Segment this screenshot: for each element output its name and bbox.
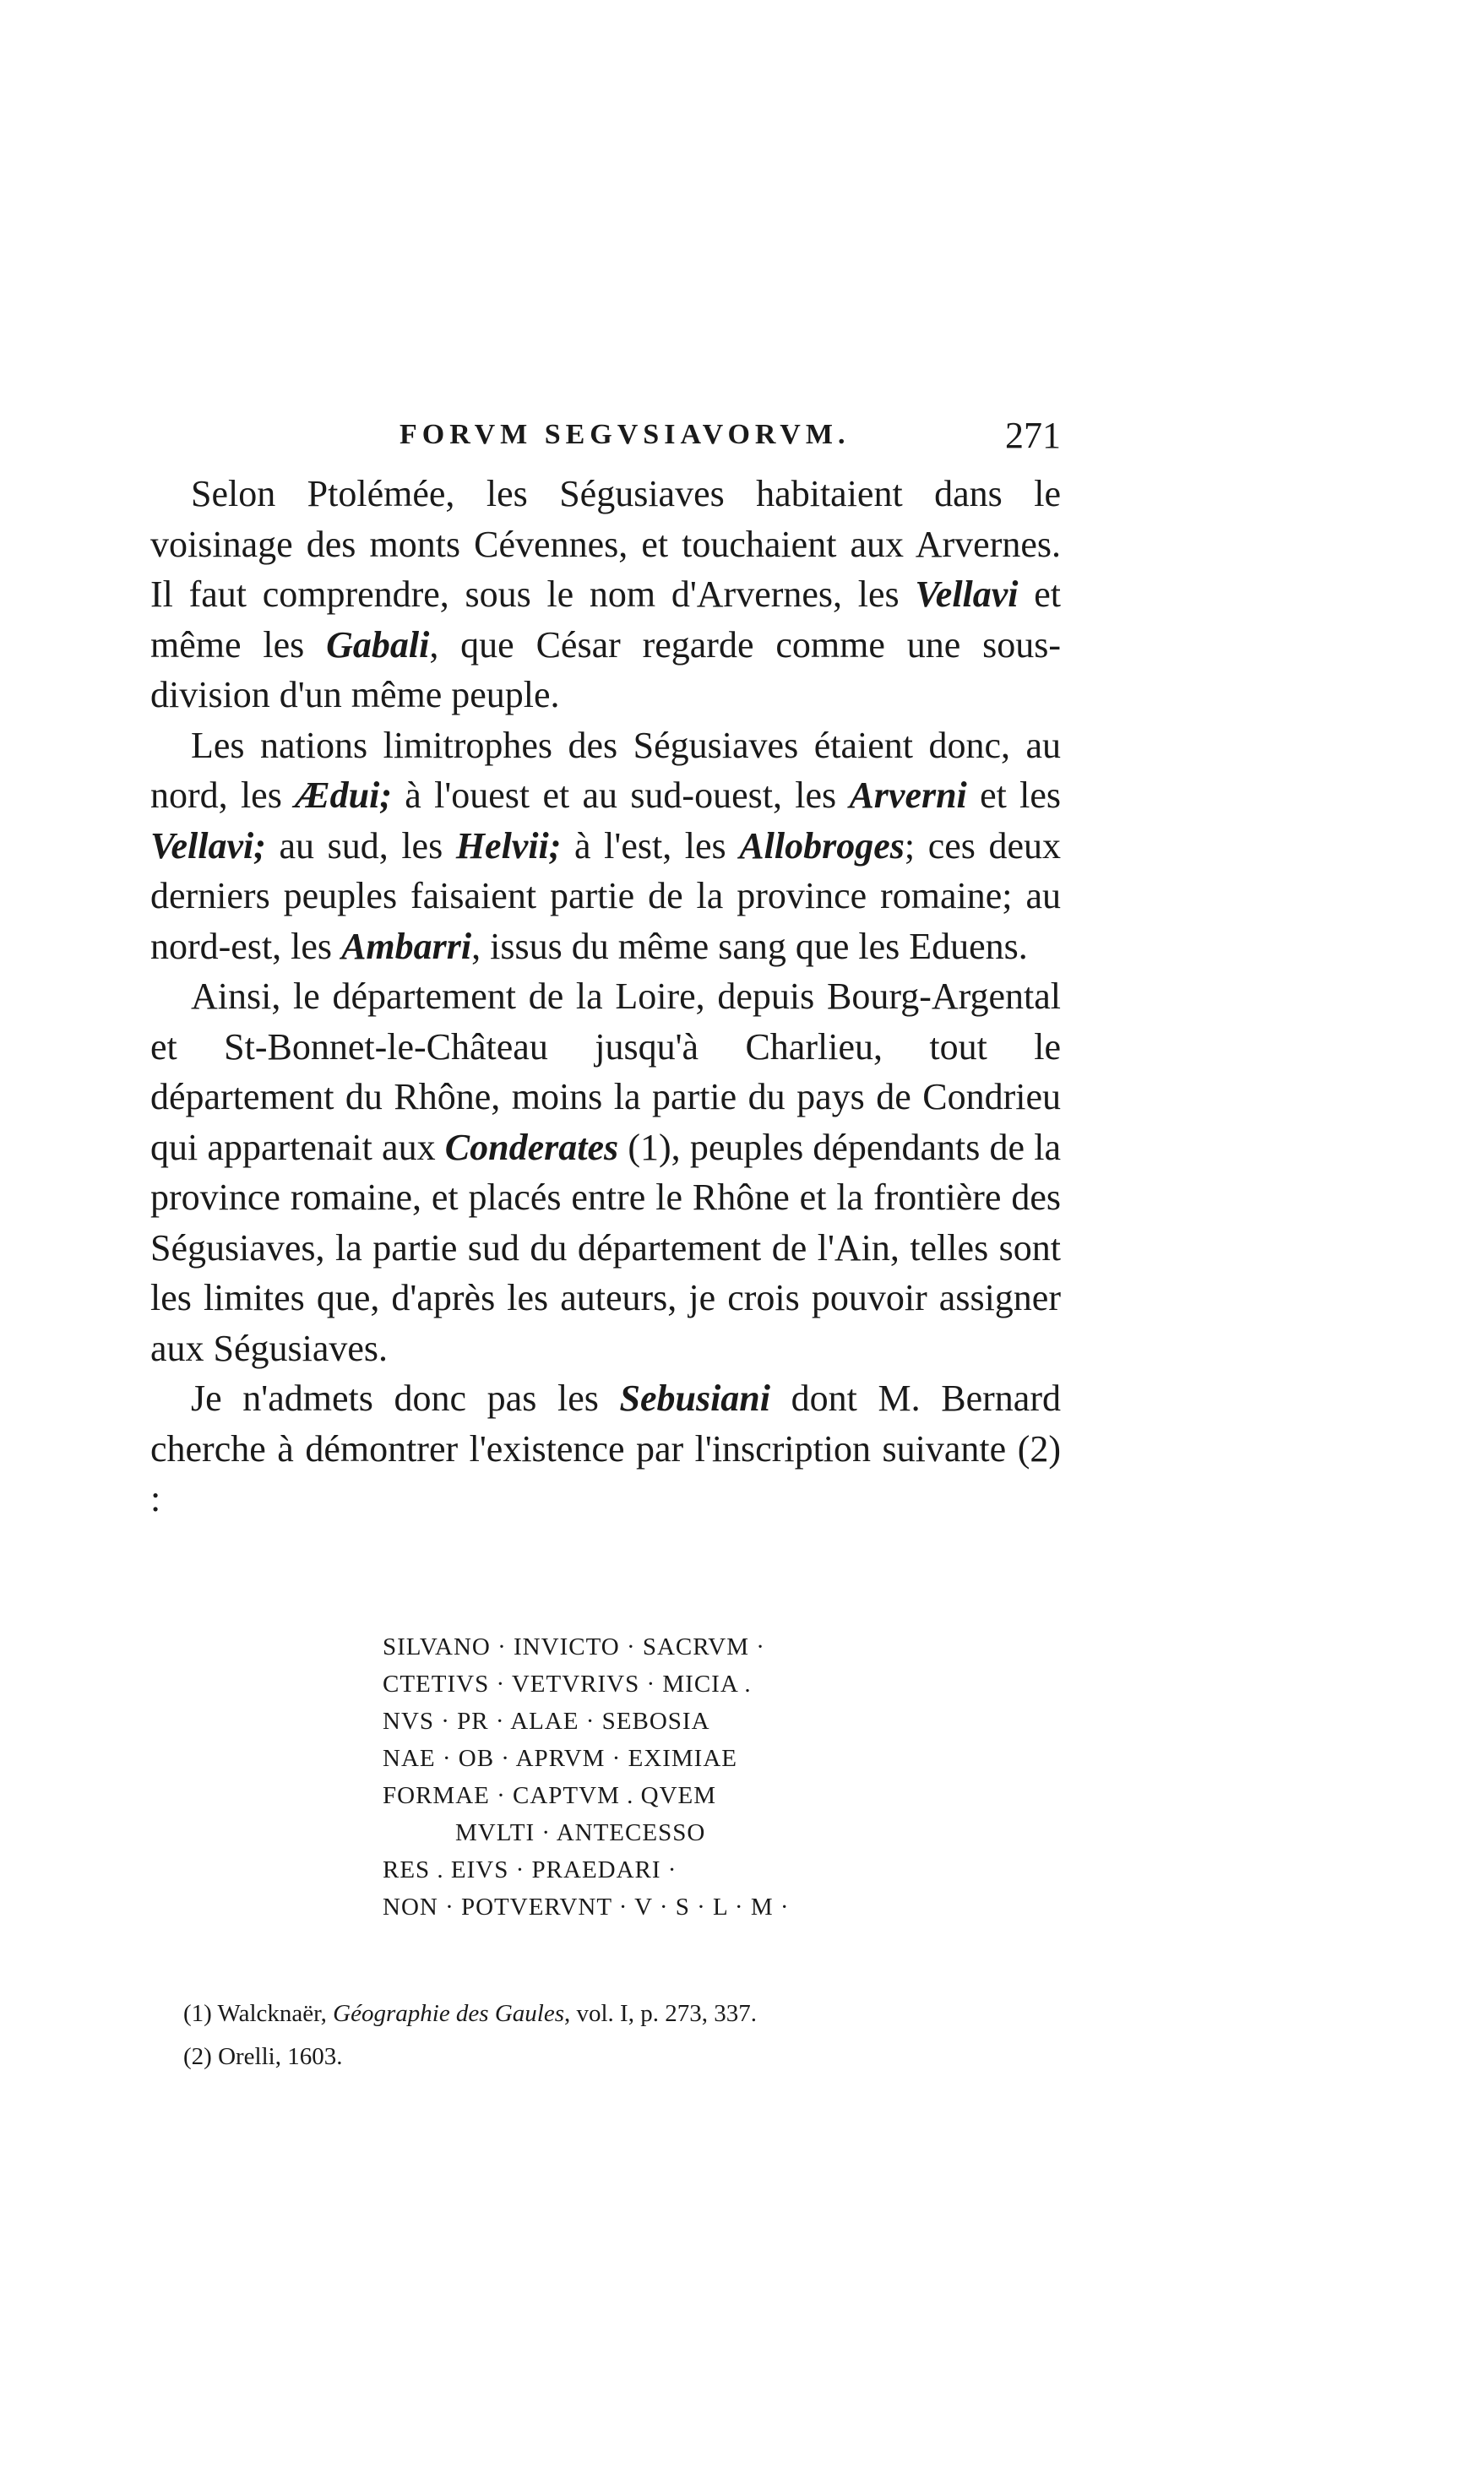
inscription-line: CTETIVS · VETVRIVS · MICIA .: [383, 1671, 752, 1698]
footnote-work-title: Géographie des Gaules: [333, 2000, 564, 2027]
italic-name: Vellavi: [915, 573, 1019, 615]
footnotes: [183, 1992, 1028, 2079]
text-run: à l'est, les: [561, 824, 740, 867]
text-run: Ainsi, le département de la Loire, depuis Bourg-Argental et St-Bonnet-le-Château jusqu'à Charlieu, tout le département du Rhône, moins la partie du pays de Condrieu qui appartenait aux: [150, 975, 1061, 1168]
italic-name: Vellavi;: [150, 824, 266, 867]
text-run: et les: [966, 774, 1062, 816]
running-title: FORVM SEGVSIAVORVM.: [400, 419, 851, 450]
inscription-line: RES . EIVS · PRAEDARI ·: [383, 1856, 677, 1883]
text-run: ; ces deux derniers peuples faisaient partie de la province romaine; au nord-est, les: [150, 824, 1062, 967]
body-text: [150, 469, 1061, 1524]
inscription-line: FORMAE · CAPTVM . QVEM: [383, 1782, 717, 1809]
footnote-marker: (2): [183, 2043, 212, 2070]
paragraph-2: [150, 720, 1061, 972]
page-number: 271: [1005, 415, 1061, 456]
text-run: :: [150, 1478, 161, 1519]
inscription-line: NVS · PR · ALAE · SEBOSIA: [383, 1708, 710, 1735]
footnote-reference-2[interactable]: (2): [1017, 1427, 1061, 1470]
italic-name: Helvii;: [455, 824, 562, 867]
text-run: , peuples dépendants de la province romaine, et placés entre le Rhône et la frontière des Ségusiaves, la partie sud du département de l'Ain, telles sont les limites que, d'après les auteurs, je crois pouvoir assigner aux Ségusiaves.: [150, 1126, 1061, 1369]
text-run: au sud, les: [265, 824, 456, 867]
text-run: à l'ouest et au sud-ouest, les: [392, 774, 850, 816]
paragraph-4: [150, 1373, 1061, 1524]
italic-name: Arverni: [849, 774, 967, 816]
footnote-details: , vol. I, p. 273, 337.: [564, 2000, 757, 2027]
footnote-reference-1[interactable]: (1): [618, 1126, 671, 1168]
italic-name: Conderates: [444, 1126, 619, 1168]
footnote-marker: (1): [183, 2000, 212, 2027]
footnote-text: Orelli, 1603.: [211, 2043, 343, 2070]
italic-name: Ædui;: [295, 774, 393, 816]
text-run: , issus du même sang que les Eduens.: [471, 925, 1028, 967]
paragraph-3: [150, 971, 1061, 1373]
italic-name: Sebusiani: [619, 1378, 770, 1419]
inscription-line: MVLTI · ANTECESSO: [455, 1819, 706, 1846]
text-run: Je n'admets donc pas les: [191, 1378, 620, 1419]
text-run: Selon Ptolémée, les Ségusiaves habitaient dans le voisinage des monts Cévennes, et touchaient aux Arvernes. Il faut comprendre, sous le nom d'Arvernes, les: [150, 473, 1061, 615]
paragraph-1: [150, 469, 1061, 720]
italic-name: Ambarri: [341, 925, 472, 967]
italic-name: Gabali: [326, 623, 430, 666]
text-run: , que César regarde comme une sous-division d'un même peuple.: [150, 623, 1061, 715]
inscription-line: NAE · OB · APRVM · EXIMIAE: [383, 1745, 737, 1772]
text-run: dont M. Bernard cherche à démontrer l'existence par l'inscription suivante: [150, 1378, 1061, 1470]
footnote-1: [183, 1992, 1028, 2035]
footnote-author: Walcknaër,: [211, 2000, 334, 2027]
text-run: Les nations limitrophes des Ségusiaves étaient donc, au nord, les: [150, 724, 1061, 816]
italic-name: Allobroges: [739, 824, 905, 867]
latin-inscription: [383, 1628, 974, 1926]
inscription-line: SILVANO · INVICTO · SACRVM ·: [383, 1633, 765, 1660]
inscription-line: NON · POTVERVNT · V · S · L · M ·: [383, 1894, 790, 1921]
footnote-2: [183, 2035, 1028, 2079]
text-run: et même les: [150, 573, 1061, 666]
page-header: [150, 414, 1061, 465]
